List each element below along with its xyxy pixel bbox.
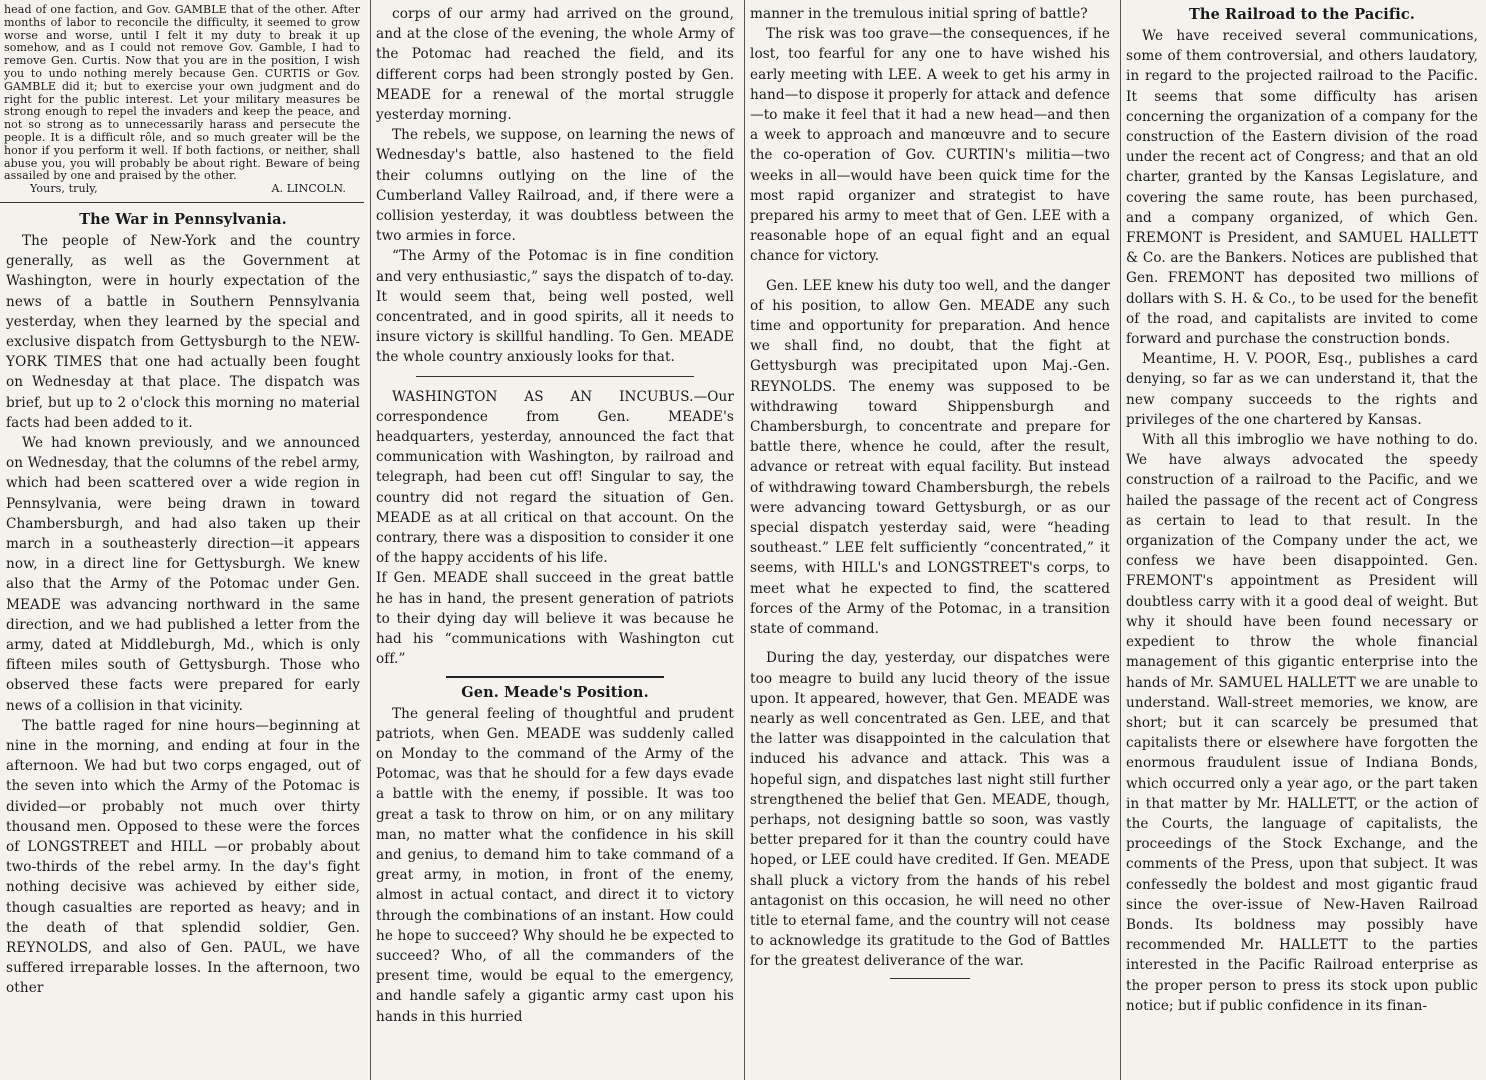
column-1 bbox=[0, 0, 368, 1080]
lincoln-letter bbox=[0, 4, 364, 203]
paragraph: During the day, yesterday, our dispatches were too meagre to build any lucid theory of the issue upon. It appeared, however, that Gen. MEADE was nearly as well concentrated as Gen. LEE, and that the latter was disappointed in the calculation that induced his advance and attack. This was a hopeful sign, and dispatches last night still further strengthened the belief that Gen. MEADE, though, perhaps, not designing battle so soon, was vastly better prepared for it than the country could have hoped, or LEE could have credited. If Gen. MEADE shall pluck a victory from the hands of his rebel antagonist on this occasion, he will need no other title to eternal fame, and the country will not cease to acknowledge its gratitude to the God of Battles for the greatest deliverance of the war. bbox=[750, 650, 1110, 970]
paragraph: The battle raged for nine hours—beginning at nine in the morning, and ending at four in the afternoon. We had but two corps engaged, out of the seven into which the Army of the Potomac is divided—or probably not much over thirty thousand men. Opposed to these were the forces of LONGSTREET and HILL —or probably about two-thirds of the rebel army. In the day's fight nothing decisive was achieved by either side, though casualties are reported as heavy; and in the death of that splendid soldier, Gen. REYNOLDS, and also of Gen. PAUL, we have suffered irreparable losses. In the afternoon, two other bbox=[6, 717, 360, 997]
paragraph: With all this imbroglio we have nothing to do. We have always advocated the speedy construction of a railroad to the Pacific, and we hailed the passage of the recent act of Congress as certain to lead to that result. In the organization of the Company under the act, we confess we have been disappointed. Gen. FREMONT's appointment as President will doubtless carry with it a good deal of weight. But why it should have been found necessary or expedient to throw the whole financial management of this gigantic enterprise into the hands of Mr. SAMUEL HALLETT we are unable to understand. Wall-street memories, we know, are short; but it can scarcely be presumed that capitalists there or elsewhere have forgotten the enormous fraudulent issue of Indiana Bonds, which occurred only a year ago, or the part taken in that matter by Mr. HALLETT, or the action of the Courts, the language of capitalists, the proceedings of the Stock Exchange, and the comments of the Press, upon that subject. It was confessedly the boldest and most gigantic fraud since the over-issue of New-Haven Railroad Bonds. Its boldness may possibly have recommended Mr. HALLETT to the parties interested in the Pacific Railroad enterprise as the proper person to press its stock upon public notice; but if public confidence in its finan- bbox=[1126, 432, 1478, 1014]
article-heading-war-in-pennsylvania: The War in Pennsylvania. bbox=[79, 210, 287, 228]
paragraph: manner in the tremulous initial spring of battle? bbox=[750, 6, 1088, 22]
article-heading-railroad-to-pacific: The Railroad to the Pacific. bbox=[1189, 6, 1415, 23]
paragraph: We had known previously, and we announced on Wednesday, that the columns of the rebel army, which had been scattered over a wide region in Pennsylvania, were being drawn in toward Chambersburgh, and had also taken up their march in a southeasterly direction—it appears now, in a direct line for Gettysburgh. We knew also that the Army of the Potomac under Gen. MEADE was advancing northward in the same direction, and we had published a letter from the army, dated at Middleburgh, Md., which is only fifteen miles south of Gettysburgh. Those who observed these facts were prepared for early news of a collision in that vicinity. bbox=[6, 434, 360, 714]
ornamental-divider bbox=[446, 676, 664, 678]
paragraph: The risk was too grave—the consequences, if he lost, too fearful for any one to have wished his early meeting with LEE. A week to get his army in hand—to dispose it properly for attack and defence—to make it feel that it had a new head—and then a week to approach and manœuvre and to secure the co-operation of Gov. CURTIN's militia—two weeks in all—would have been quick time for the most rapid organizer and strategist to have prepared his army to meet that of Gen. LEE with a reasonable hope of an equal fight and an equal chance for victory. bbox=[750, 26, 1110, 265]
incubus-paragraph bbox=[376, 387, 734, 569]
paragraph: corps of our army had arrived on the ground, and at the close of the evening, the whole Army of the Potomac had reached the field, and its different corps had been strongly posted by Gen. MEADE for a renewal of the mortal struggle yesterday morning. bbox=[376, 6, 734, 124]
spacer bbox=[750, 267, 1110, 276]
paragraph: If Gen. MEADE shall succeed in the great battle he has in hand, the present generation of patriots to their dying day will believe it was because he had his “communications with Washington cut off.” bbox=[376, 570, 734, 668]
paragraph: We have received several communications, some of them controversial, and others laudatory, in regard to the projected railroad to the Pacific. It seems that some difficulty has arisen concerning the organization of a company for the construction of the Eastern division of the road under the recent act of Congress; and that an old charter, granted by the Kansas Legislature, and covering the same route, has been purchased, and a company organized, of which Gen. FREMONT is President, and SAMUEL HALLETT & Co. are the Bankers. Notices are published that Gen. FREMONT has deposited two millions of dollars with S. H. & Co., to be used for the benefit of the road, and capitalists are invited to come forward and purchase the construction bonds. bbox=[1126, 28, 1478, 348]
paragraph: “The Army of the Potomac is in fine condition and very enthusiastic,” says the dispatch of to-day. It would seem that, being well posted, well concentrated, and in good spirits, all it needs to insure victory is skillful handling. To Gen. MEADE the whole country anxiously looks for that. bbox=[376, 248, 734, 366]
incubus-title: WASHINGTON AS AN INCUBUS. bbox=[392, 388, 694, 405]
section-divider bbox=[416, 376, 694, 377]
article-heading-meade-position: Gen. Meade's Position. bbox=[461, 683, 649, 701]
paragraph: The rebels, we suppose, on learning the news of Wednesday's battle, also hastened to the field their columns outlying on the line of the Cumberland Valley Railroad, and, if there were a collision yesterday, it was doubtless between the two armies in force. bbox=[376, 127, 734, 245]
paragraph: The general feeling of thoughtful and prudent patriots, when Gen. MEADE was suddenly called on Monday to the command of the Army of the Potomac, was that he should for a few days evade a battle with the enemy, if possible. It was too great a task to throw on him, or on any military man, no matter what the confidence in his skill and genius, to demand him to take command of a great army, in motion, in front of the enemy, almost in actual contact, and direct it to victory through the combinations of an instant. How could he hope to succeed? Why should he be expected to succeed? Who, of all the commanders of the present time, would be equal to the emergency, and handle safely a gigantic army cast upon his hands in this hurried bbox=[376, 705, 734, 1025]
end-rule bbox=[890, 978, 970, 979]
column-4 bbox=[1118, 0, 1486, 1080]
column-3 bbox=[742, 0, 1118, 1080]
column-2 bbox=[368, 0, 742, 1080]
letter-signature: A. LINCOLN. bbox=[271, 182, 346, 196]
letter-signature-line bbox=[4, 183, 360, 196]
incubus-body: —Our correspondence from Gen. MEADE's headquarters, yesterday, announced the fact that communication with Washington, by railroad and telegraph, had been cut off! Singular to say, the country did not regard the situation of Gen. MEADE as at all critical on that account. On the contrary, there was a disposition to consider it one of the happy accidents of his life. bbox=[376, 388, 734, 567]
letter-sign-off: Yours, truly, bbox=[30, 182, 98, 196]
paragraph: The people of New-York and the country generally, as well as the Government at Washington, were in hourly expectation of the news of a battle in Southern Pennsylvania yesterday, when they learned by the special and exclusive dispatch from Gettysburgh to the NEW-YORK TIMES that one had actually been fought on Wednesday at that place. The dispatch was brief, but up to 2 o'clock this morning no material facts had been added to it. bbox=[6, 232, 360, 431]
spacer bbox=[750, 639, 1110, 648]
paragraph: Gen. LEE knew his duty too well, and the danger of his position, to allow Gen. MEADE any such time and opportunity for preparation. And hence we shall find, no doubt, that the fight at Gettysburgh was precipitated upon Maj.-Gen. REYNOLDS. The enemy was supposed to be withdrawing toward Shippensburgh and Chambersburgh, to concentrate and prepare for battle there, whence he could, after the result, advance or retreat with equal facility. But instead of withdrawing toward Chambersburgh, the rebels were advancing toward Gettysburgh, or as our special dispatch yesterday said, were “heading southeast.” LEE felt sufficiently “concentrated,” it seems, with HILL's and LONGSTREET's corps, to meet what he expected to find, the scattered forces of the Army of the Potomac, in a transition state of command. bbox=[750, 277, 1110, 638]
paragraph: Meantime, H. V. POOR, Esq., publishes a card denying, so far as we can understand it, that the new company succeeds to the rights and privileges of the one chartered by Kansas. bbox=[1126, 351, 1478, 428]
letter-text: head of one faction, and Gov. GAMBLE that of the other. After months of labor to reconcile the difficulty, it seemed to grow worse and worse, until I felt it my duty to break it up somehow, and as I could not remove Gov. Gamble, I had to remove Gen. Curtis. Now that you are in the position, I wish you to undo nothing merely because Gen. CURTIS or Gov. GAMBLE did it; but to exercise your own judgment and do right for the public interest. Let your military measures be strong enough to repel the invaders and keep the peace, and not so strong as to unnecessarily harass and persecute the people. It is a difficult rôle, and so much greater will be the honor if you perform it well. If both factions, or neither, shall abuse you, you will probably be about right. Beware of being assailed by one and praised by the other. bbox=[4, 3, 360, 183]
